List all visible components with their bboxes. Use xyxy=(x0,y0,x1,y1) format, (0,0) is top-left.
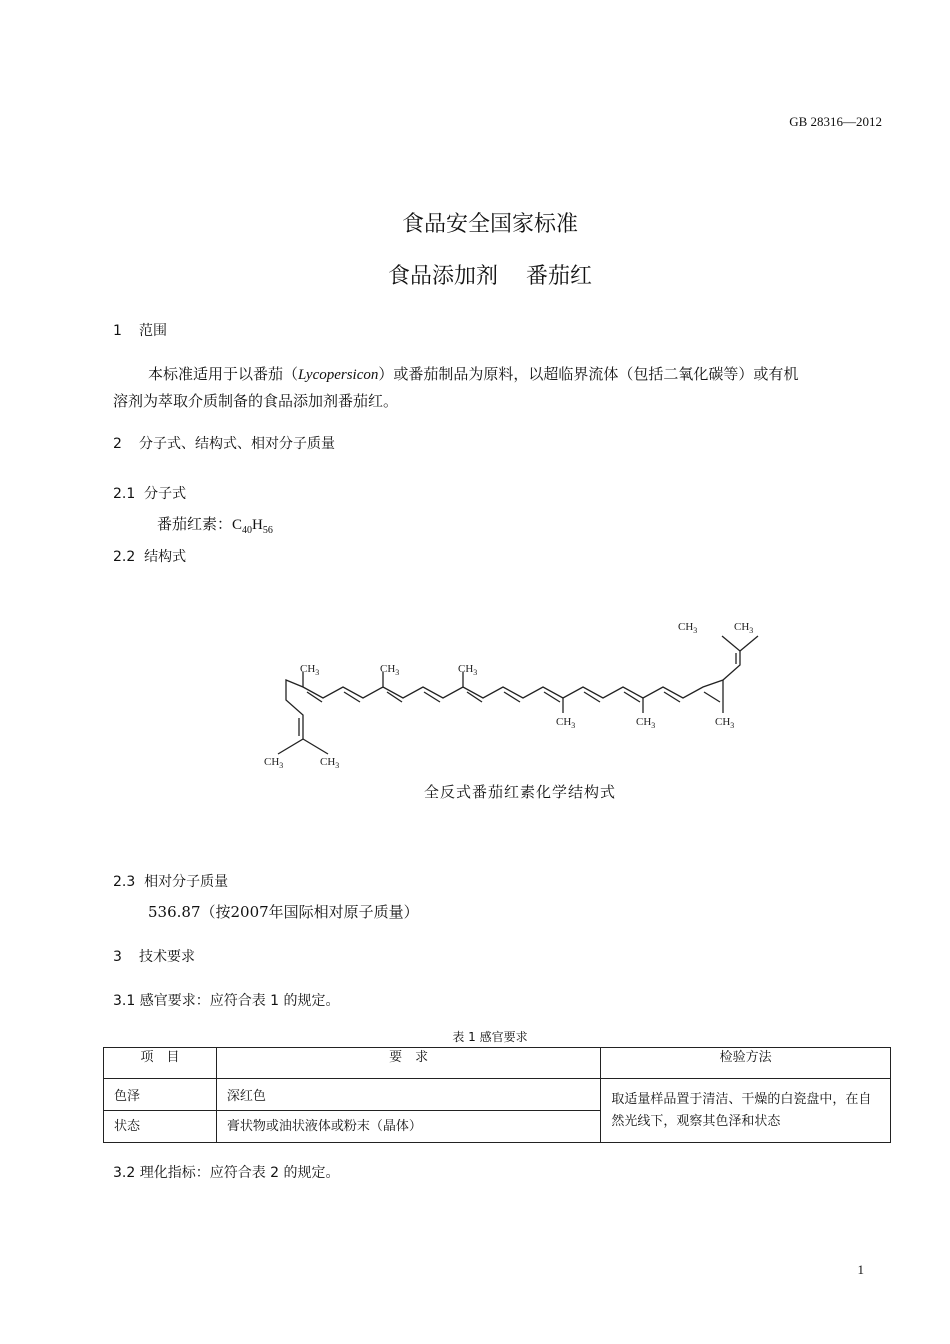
section-title: 相对分子质量 xyxy=(144,874,229,890)
page-number: 1 xyxy=(857,1262,864,1277)
methyl-label: $CH_3$ xyxy=(715,716,735,730)
formula-element: H xyxy=(252,517,263,533)
section-title: 分子式 xyxy=(144,486,187,502)
methyl-label: $CH_3$ xyxy=(300,663,320,677)
terminal-methyl-bond xyxy=(303,739,328,754)
document-subtitle xyxy=(0,259,950,290)
formula-subscript: 40 xyxy=(242,525,253,536)
double-bond xyxy=(424,692,440,702)
section-3-2-text: 3.2 理化指标：应符合表 2 的规定。 xyxy=(113,1165,340,1181)
methyl-label: $CH_3$ xyxy=(556,716,576,730)
subtitle-category: 食品添加剂 xyxy=(387,264,498,289)
methyl-label: $CH_3$ xyxy=(678,621,698,635)
formula-label: 番茄红素： xyxy=(157,515,233,533)
standard-code: GB 28316—2012 xyxy=(789,114,882,129)
table-cell-item: 色泽 xyxy=(104,1079,217,1111)
methyl-label: $CH_3$ xyxy=(320,756,340,770)
carbon-skeleton xyxy=(278,636,758,754)
section-title: 结构式 xyxy=(144,549,187,565)
section-number: 2.1 xyxy=(113,486,136,502)
section-number: 2.3 xyxy=(113,874,136,890)
section-title: 技术要求 xyxy=(139,949,195,965)
section-1-heading xyxy=(113,320,167,340)
double-bond xyxy=(344,692,360,702)
table-cell-requirement: 深红色 xyxy=(216,1079,600,1111)
double-bond xyxy=(584,692,600,702)
terminal-methyl-bond xyxy=(740,636,758,651)
scope-text-part: ）或番茄制品为原料，以超临界流体（包括二氧化碳等）或有机 xyxy=(378,365,799,383)
methyl-label: $CH_3$ xyxy=(380,663,400,677)
formula-element: C xyxy=(232,517,243,533)
section-2-3-heading xyxy=(113,871,228,891)
section-number: 2.2 xyxy=(113,549,136,565)
double-bond xyxy=(664,692,680,702)
sensory-requirements-table xyxy=(103,1047,891,1143)
table-header-cell: 检验方法 xyxy=(601,1048,891,1079)
double-bond xyxy=(504,692,520,702)
section-2-heading xyxy=(113,433,335,453)
section-number: 3 xyxy=(113,949,122,965)
methyl-label: $CH_3$ xyxy=(636,716,656,730)
scope-text-line1 xyxy=(148,360,798,389)
molecular-mass-text: 536.87（按2007年国际相对原子质量） xyxy=(148,903,419,921)
structure-caption: 全反式番茄红素化学结构式 xyxy=(423,783,616,801)
scope-text-part: 本标准适用于以番茄（ xyxy=(148,365,299,383)
methyl-label: $CH_3$ xyxy=(264,756,284,770)
methyl-label: $CH_3$ xyxy=(734,621,754,635)
methyl-label: $CH_3$ xyxy=(458,663,478,677)
scope-latin-name: Lycopersicon xyxy=(298,367,379,383)
table-header-row xyxy=(104,1048,891,1079)
section-3-heading xyxy=(113,946,195,966)
section-2-2-heading xyxy=(113,546,186,566)
table-header-cell: 要 求 xyxy=(216,1048,600,1079)
lycopene-structure-diagram xyxy=(250,612,770,777)
section-title: 分子式、结构式、相对分子质量 xyxy=(139,436,335,452)
subtitle-product: 番茄红 xyxy=(526,264,593,289)
section-2-1-heading xyxy=(113,483,186,503)
table-cell-method: 取适量样品置于清洁、干燥的白瓷盘中，在自然光线下，观察其色泽和状态 xyxy=(601,1079,891,1143)
formula-subscript: 56 xyxy=(262,525,273,536)
table-cell-item: 状态 xyxy=(104,1111,217,1143)
table-caption: 表 1 感官要求 xyxy=(452,1030,528,1044)
molecular-formula xyxy=(157,510,273,545)
section-3-1-text: 3.1 感官要求：应符合表 1 的规定。 xyxy=(113,993,340,1009)
table-cell-requirement: 膏状物或油状液体或粉末（晶体） xyxy=(216,1111,600,1143)
double-bond xyxy=(544,692,560,702)
document-title: 食品安全国家标准 xyxy=(401,212,578,237)
table-header-cell: 项 目 xyxy=(104,1048,217,1079)
double-bond xyxy=(624,692,640,702)
scope-text-line2: 溶剂为萃取介质制备的食品添加剂番茄红。 xyxy=(113,392,399,410)
section-number: 2 xyxy=(113,436,122,452)
table-row xyxy=(104,1079,891,1111)
double-bond xyxy=(704,692,720,702)
section-number: 1 xyxy=(113,323,122,339)
section-title: 范围 xyxy=(139,323,167,339)
